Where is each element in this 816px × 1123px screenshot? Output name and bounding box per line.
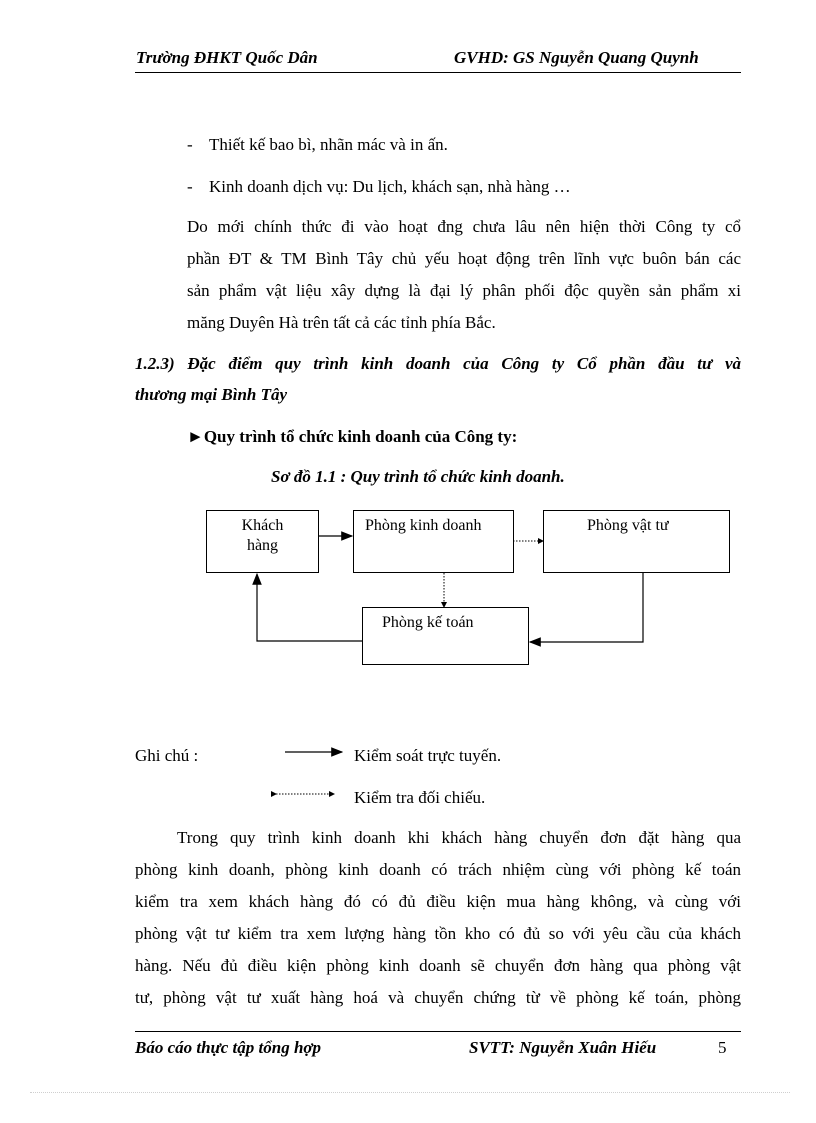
box-customer-label: Khách hàng	[241, 517, 284, 554]
page-number: 5	[718, 1038, 727, 1057]
paragraph-line: kiểm tra xem khách hàng đó có đủ điều kiện mua hàng không, và cùng với	[135, 892, 741, 911]
paragraph-line: phòng vật tư kiểm tra xem lượng hàng tồn kho có đủ so với yêu cầu của khách	[135, 924, 741, 943]
paragraph-line: Do mới chính thức đi vào hoạt đng chưa lâu nên hiện thời Công ty cổ	[187, 217, 741, 236]
box-supplies-label: Phòng vật tư	[587, 517, 669, 534]
subheading: ►Quy trình tổ chức kinh doanh của Công ty:	[187, 427, 518, 446]
box-accounting-label: Phòng kế toán	[382, 614, 474, 631]
box-sales-label: Phòng kinh doanh	[365, 517, 482, 534]
legend-label: Ghi chú :	[135, 746, 199, 765]
bullet-marker: -	[187, 135, 193, 154]
bullet-marker: -	[187, 177, 193, 196]
paragraph-line: hàng. Nếu đủ điều kiện phòng kinh doanh sẽ chuyển đơn hàng qua phòng vật	[135, 956, 741, 975]
legend-dotted-text: Kiểm tra đối chiếu.	[354, 788, 486, 807]
arrow-supplies-to-accounting	[530, 572, 643, 642]
paragraph-line: sản phẩm vật liệu xây dựng là đại lý phân phối độc quyền sản phẩm xi	[187, 281, 741, 300]
section-heading: 1.2.3) Đặc điểm quy trình kinh doanh của Công ty Cổ phần đầu tư và	[135, 354, 741, 373]
page-edge-dots	[30, 1092, 790, 1093]
box-supplies	[543, 510, 730, 573]
header-school: Trường ĐHKT Quốc Dân	[136, 48, 318, 67]
legend-solid-text: Kiểm soát trực tuyến.	[354, 746, 502, 765]
footer-student: SVTT: Nguyễn Xuân Hiếu	[469, 1038, 657, 1057]
bullet-item: Thiết kế bao bì, nhãn mác và in ấn.	[209, 135, 448, 154]
bullet-item: Kinh doanh dịch vụ: Du lịch, khách sạn, nhà hàng …	[209, 177, 571, 196]
section-heading-cont: thương mại Bình Tây	[135, 385, 288, 404]
diagram-caption: Sơ đồ 1.1 : Quy trình tổ chức kinh doanh.	[271, 467, 565, 486]
paragraph-line: măng Duyên Hà trên tất cả các tỉnh phía Bắc.	[187, 313, 496, 332]
arrow-accounting-to-customer	[257, 574, 362, 641]
box-customer	[206, 510, 319, 573]
header-advisor: GVHD: GS Nguyễn Quang Quynh	[454, 48, 699, 67]
paragraph-line: phần ĐT & TM Bình Tây chủ yếu hoạt động trên lĩnh vực buôn bán các	[187, 249, 741, 268]
paragraph-line: tư, phòng vật tư xuất hàng hoá và chuyển chứng từ về phòng kế toán, phòng	[135, 988, 741, 1007]
footer-report: Báo cáo thực tập tổng hợp	[135, 1038, 322, 1057]
footer-rule	[135, 1031, 741, 1032]
paragraph-line: Trong quy trình kinh doanh khi khách hàng chuyển đơn đặt hàng qua	[177, 828, 741, 847]
box-sales	[353, 510, 514, 573]
box-accounting	[362, 607, 529, 665]
paragraph-line: phòng kinh doanh, phòng kinh doanh có trách nhiệm cùng với phòng kế toán	[135, 860, 741, 879]
